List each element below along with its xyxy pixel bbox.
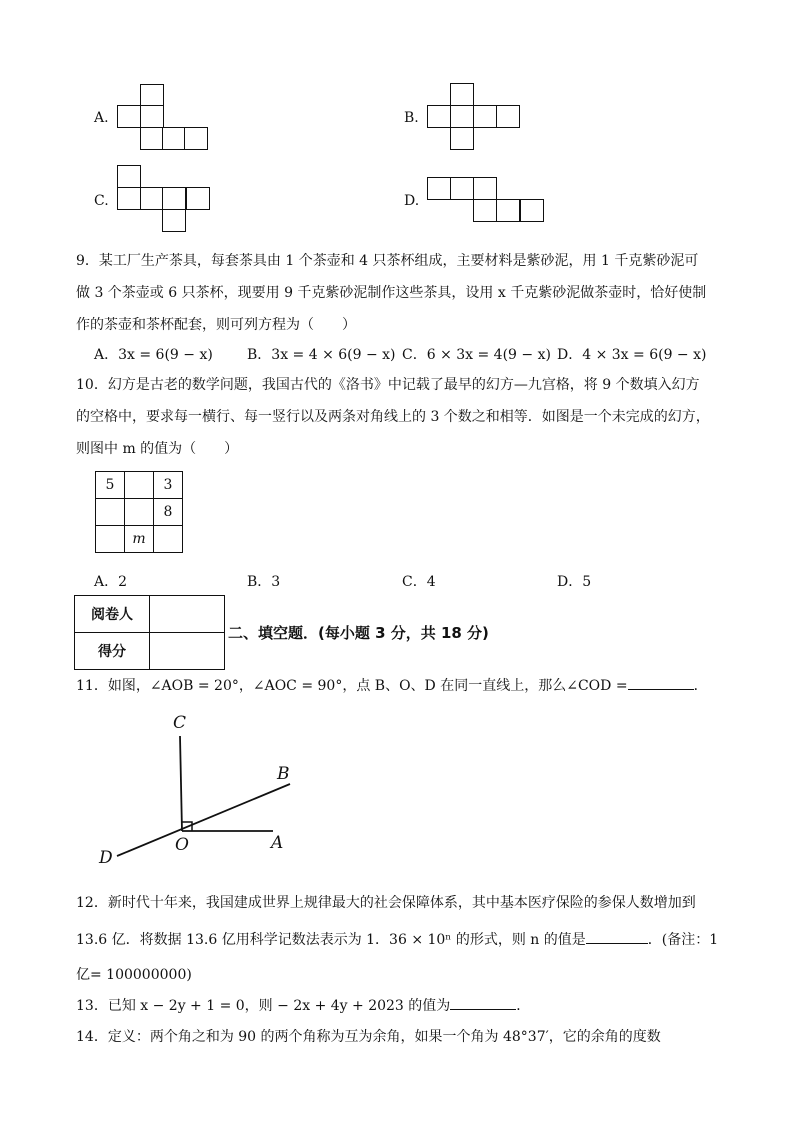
section-2-title: 二、填空题．(每小题 3 分，共 18 分) xyxy=(228,624,489,642)
q9-line-3: 作的茶壶和茶杯配套，则可列方程为（ ） xyxy=(76,317,356,333)
magic-cell xyxy=(96,526,125,553)
option-b-label: B. xyxy=(404,110,419,126)
q12-line-1: 12．新时代十年来，我国建成世界上规律最大的社会保障体系，其中基本医疗保险的参保人数增加到 xyxy=(76,895,696,911)
q13-end: ． xyxy=(516,998,531,1014)
label-b: B xyxy=(277,764,290,784)
q12-line-2a: 13.6 亿．将数据 13.6 亿用科学记数法表示为 1．36 × 10ⁿ 的形式，则 n 的值是 xyxy=(76,932,586,948)
magic-cell: 5 xyxy=(96,472,125,499)
q10-option-c: C．4 xyxy=(402,574,436,590)
net-cell xyxy=(140,187,164,210)
q9-option-c: C．6 × 3x = 4(9 − x) xyxy=(402,347,551,363)
q10-option-d: D．5 xyxy=(557,574,592,590)
q10-line-1: 10．幻方是古老的数学问题，我国古代的《洛书》中记载了最早的幻方—九宫格，将 9 个数填入幻方 xyxy=(76,377,700,393)
option-a-label: A. xyxy=(94,110,109,126)
option-c-label: C. xyxy=(94,193,109,209)
net-cell xyxy=(184,127,208,150)
net-cell xyxy=(117,105,141,128)
score-box-reviewer-value xyxy=(150,596,225,633)
q9-option-b: B．3x = 4 × 6(9 − x) xyxy=(247,347,396,363)
q14-text: 14．定义：两个角之和为 90 的两个角称为互为余角，如果一个角为 48°37′，它的余角的度数 xyxy=(76,1029,661,1045)
q10-line-3: 则图中 m 的值为（ ） xyxy=(76,441,239,457)
label-o: O xyxy=(175,835,189,855)
q13-text: 13．已知 x − 2y + 1 = 0，则 − 2x + 4y + 2023 的值为 xyxy=(76,998,451,1014)
score-box-reviewer-label: 阅卷人 xyxy=(75,596,150,633)
q13-text-row xyxy=(76,995,530,1015)
magic-cell xyxy=(96,499,125,526)
answer-blank xyxy=(450,995,516,1010)
net-cell xyxy=(473,177,497,200)
q11-text: 11．如图，∠AOB = 20°，∠AOC = 90°，点 B、O、D 在同一直线上，那么∠COD = xyxy=(76,678,628,694)
answer-blank xyxy=(628,675,694,690)
net-cell xyxy=(140,84,164,107)
line-db xyxy=(117,784,290,856)
magic-cell: 8 xyxy=(154,499,183,526)
q10-line-2: 的空格中，要求每一横行、每一竖行以及两条对角线上的 3 个数之和相等．如图是一个未完成的幻方， xyxy=(76,409,710,425)
ray-oc xyxy=(180,736,182,831)
q12-line-2b: ．(备注：1 xyxy=(647,932,719,948)
q11-text-row xyxy=(76,675,708,695)
label-d: D xyxy=(99,848,113,868)
magic-square xyxy=(95,471,183,553)
q9-line-2: 做 3 个茶壶或 6 只茶杯，现要用 9 千克紫砂泥制作这些茶具，设用 x 千克紫砂泥做茶壶时，恰好使制 xyxy=(76,285,707,301)
net-cell xyxy=(473,105,497,128)
net-cell xyxy=(140,127,164,150)
net-cell xyxy=(186,187,210,210)
net-cell xyxy=(162,127,186,150)
magic-cell: 3 xyxy=(154,472,183,499)
net-cell xyxy=(450,83,474,106)
net-cell xyxy=(162,187,186,210)
q9-option-a: A．3x = 6(9 − x) xyxy=(94,347,213,363)
net-cell xyxy=(117,165,141,188)
magic-cell xyxy=(125,499,154,526)
net-cell xyxy=(117,187,141,210)
q12-line-2-row xyxy=(76,929,718,949)
q11-end: ． xyxy=(693,678,708,694)
net-cell xyxy=(450,127,474,150)
net-cell xyxy=(473,199,497,222)
net-cell xyxy=(450,105,474,128)
answer-blank xyxy=(586,929,648,944)
net-cell xyxy=(162,209,186,232)
angle-diagram xyxy=(95,708,315,868)
net-cell xyxy=(427,105,451,128)
score-box xyxy=(74,595,225,670)
q10-option-a: A．2 xyxy=(94,574,128,590)
net-cell xyxy=(520,199,544,222)
q12-line-3: 亿= 100000000) xyxy=(76,967,192,983)
score-box-score-label: 得分 xyxy=(75,633,150,670)
net-cell xyxy=(140,105,164,128)
net-cell xyxy=(427,177,451,200)
label-a: A xyxy=(271,833,284,853)
q9-line-1: 9．某工厂生产茶具，每套茶具由 1 个茶壶和 4 只茶杯组成，主要材料是紫砂泥，用 1 千克紫砂泥可 xyxy=(76,253,699,269)
net-cell xyxy=(496,199,520,222)
q10-option-b: B．3 xyxy=(247,574,281,590)
score-box-score-value xyxy=(150,633,225,670)
net-cell xyxy=(450,177,474,200)
magic-cell: m xyxy=(125,526,154,553)
net-cell xyxy=(496,105,520,128)
label-c: C xyxy=(173,713,187,733)
option-d-label: D. xyxy=(404,193,420,209)
q9-option-d: D．4 × 3x = 6(9 − x) xyxy=(557,347,707,363)
magic-cell xyxy=(125,472,154,499)
magic-cell xyxy=(154,526,183,553)
